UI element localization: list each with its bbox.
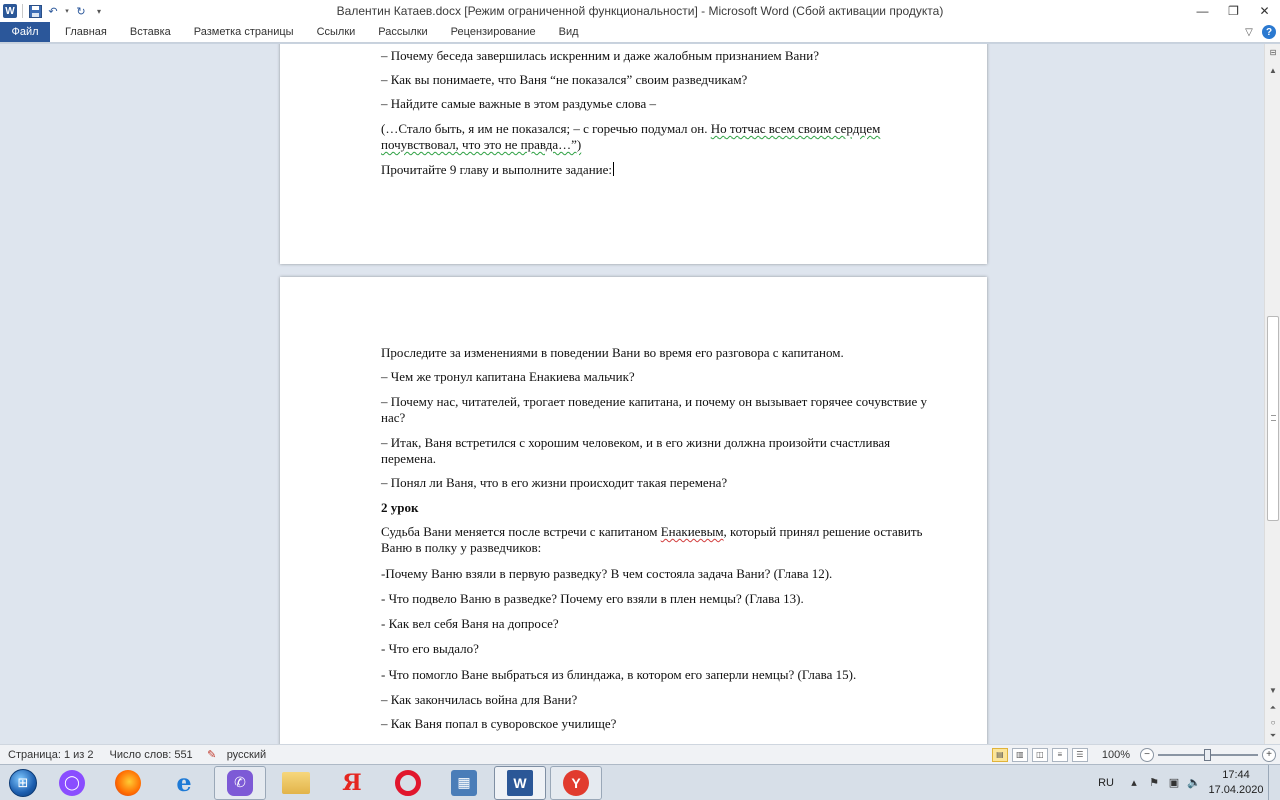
thumb-grip — [1271, 415, 1276, 421]
taskbar-app[interactable] — [438, 766, 490, 800]
spelling-flagged-word: Енакиевым — [660, 524, 724, 539]
network-icon[interactable]: ▣ — [1168, 777, 1180, 789]
taskbar-app[interactable] — [550, 766, 602, 800]
paragraph: – Найдите самые важные в этом раздумье слова – — [381, 96, 656, 111]
word-app-icon[interactable]: W — [2, 3, 18, 19]
ribbon-tabs — [50, 22, 595, 42]
start-button[interactable] — [0, 765, 46, 800]
text-cursor — [613, 162, 614, 176]
taskbar — [0, 764, 1280, 800]
taskbar-app[interactable] — [102, 766, 154, 800]
windows-logo-icon: ⊞ — [9, 769, 37, 797]
paragraph: - Что помогло Ване выбраться из блиндажа, в котором его заперли немцы? (Глава 15). — [381, 667, 857, 682]
document-language[interactable]: русский — [226, 748, 267, 761]
view-ruler-icon[interactable]: ⊟ — [1269, 47, 1277, 57]
paragraph — [381, 162, 941, 178]
alice-icon: ◯ — [59, 770, 85, 796]
undo-dropdown-icon[interactable]: ▾ — [65, 8, 69, 15]
paragraph: – Почему нас, читателей, трогает поведение капитана, и почему он вызывает горячее сочувствие у нас? — [381, 394, 927, 425]
scrollbar-thumb[interactable] — [1267, 316, 1279, 521]
web-layout-icon[interactable]: ◫ — [1032, 748, 1048, 762]
taskbar-app[interactable] — [382, 766, 434, 800]
clock-time: 17:44 — [1222, 768, 1250, 781]
document-page[interactable] — [280, 277, 987, 744]
paragraph-text: Судьба Вани меняется после встречи с капитаном — [381, 524, 661, 539]
grammar-flagged-text: Но тотчас всем своим сердцем почувствовал, что это не правда…”) — [381, 121, 881, 152]
taskbar-app[interactable] — [326, 766, 378, 800]
proofing-errors-icon[interactable]: ✎ — [207, 749, 217, 761]
expand-ribbon-icon[interactable]: ▽ — [1245, 26, 1253, 38]
tab-review[interactable]: Рецензирование — [450, 25, 536, 38]
firefox-icon — [115, 770, 141, 796]
zoom-level[interactable]: 100% — [1101, 748, 1130, 761]
word-icon: W — [507, 770, 533, 796]
ribbon-right-controls — [1242, 22, 1280, 42]
undo-icon[interactable]: ↶ — [48, 5, 58, 18]
clock-date: 17.04.2020 — [1208, 783, 1264, 796]
tab-insert[interactable]: Вставка — [129, 25, 171, 38]
zoom-slider-knob[interactable] — [1204, 749, 1211, 761]
paragraph: - Что подвело Ваню в разведке? Почему его взяли в плен немцы? (Глава 13). — [381, 591, 804, 606]
scroll-down-icon[interactable]: ▼ — [1269, 685, 1277, 695]
customize-qat-icon[interactable]: ▾ — [96, 6, 101, 16]
file-explorer-icon — [282, 772, 310, 794]
minimize-icon[interactable]: — — [1196, 4, 1209, 18]
paragraph: - Как вел себя Ваня на допросе? — [381, 616, 559, 631]
show-desktop-button[interactable] — [1268, 765, 1280, 800]
paragraph: - Что его выдало? — [381, 641, 479, 656]
draft-view-icon[interactable]: ☰ — [1072, 748, 1088, 762]
zoom-slider[interactable] — [1158, 748, 1258, 762]
paragraph-text: Прочитайте 9 главу и выполните задание: — [381, 162, 612, 177]
taskbar-app[interactable] — [46, 766, 98, 800]
opera-icon — [395, 770, 421, 796]
quick-access-toolbar — [0, 0, 107, 22]
yandex-icon: Я — [342, 769, 362, 796]
word-count[interactable]: Число слов: 551 — [109, 748, 193, 761]
paragraph: Проследите за изменениями в поведении Вани во время его разговора с капитаном. — [381, 345, 844, 360]
paragraph: – Чем же тронул капитана Енакиева мальчик? — [381, 369, 635, 384]
show-hidden-icons-icon[interactable]: ▴ — [1131, 777, 1137, 789]
paragraph — [381, 121, 941, 153]
restore-icon[interactable]: ❐ — [1228, 4, 1239, 18]
outline-view-icon[interactable]: ≡ — [1052, 748, 1068, 762]
title-bar — [0, 0, 1280, 22]
view-zoom-controls — [992, 748, 1280, 762]
tab-references[interactable]: Ссылки — [316, 25, 356, 38]
tab-view[interactable]: Вид — [558, 25, 579, 38]
taskbar-app[interactable] — [158, 766, 210, 800]
print-layout-icon[interactable]: ▤ — [992, 748, 1008, 762]
qat-divider — [22, 4, 23, 18]
taskbar-app[interactable] — [214, 766, 266, 800]
paragraph: – Как закончилась война для Вани? — [381, 692, 578, 707]
window-controls — [1187, 0, 1280, 22]
yandex-browser-icon: Y — [563, 770, 589, 796]
viber-icon: ✆ — [227, 770, 253, 796]
tab-mailings[interactable]: Рассылки — [378, 25, 428, 38]
paragraph — [381, 524, 941, 556]
zoom-in-icon[interactable]: + — [1262, 748, 1276, 762]
action-center-flag-icon[interactable]: ⚑ — [1149, 777, 1159, 789]
next-page-icon[interactable]: ⏷ — [1269, 731, 1277, 740]
window-title: Валентин Катаев.docx [Режим ограниченной функциональности] - Microsoft Word (Сбой активации продукта) — [336, 4, 944, 18]
select-browse-object-icon[interactable]: ○ — [1270, 717, 1276, 727]
previous-page-icon[interactable]: ⏶ — [1269, 703, 1277, 712]
document-page[interactable] — [280, 44, 987, 264]
volume-icon[interactable]: 🔈 — [1187, 777, 1201, 789]
paragraph: -Почему Ваню взяли в первую разведку? В чем состояла задача Вани? (Глава 12). — [381, 566, 833, 581]
document-area[interactable] — [0, 44, 1264, 744]
paragraph: – Как вы понимаете, что Ваня “не показался” своим разведчикам? — [381, 72, 748, 87]
ribbon-tab-bar — [0, 22, 1280, 43]
quote-text: (…Стало быть, я им не показался; – с горечью подумал он. — [381, 121, 708, 136]
tab-home[interactable]: Главная — [65, 25, 107, 38]
taskbar-app[interactable] — [494, 766, 546, 800]
scroll-up-icon[interactable]: ▲ — [1269, 65, 1277, 75]
save-icon[interactable] — [27, 3, 43, 19]
internet-explorer-icon: e — [176, 768, 192, 797]
page-count[interactable]: Страница: 1 из 2 — [8, 748, 94, 761]
vertical-scrollbar[interactable] — [1264, 44, 1280, 744]
control-panel-icon: ▦ — [451, 770, 477, 796]
system-tray — [1088, 765, 1280, 800]
zoom-out-icon[interactable]: − — [1140, 748, 1154, 762]
paragraph: – Как Ваня попал в суворовское училище? — [381, 716, 617, 731]
tab-page-layout[interactable]: Разметка страницы — [193, 25, 294, 38]
input-language[interactable]: RU — [1098, 776, 1114, 789]
lesson-heading: 2 урок — [381, 500, 419, 515]
status-bar — [0, 744, 1280, 764]
paragraph: – Почему беседа завершилась искренним и даже жалобным признанием Вани? — [381, 48, 819, 63]
clock[interactable] — [1204, 768, 1264, 798]
paragraph: – Понял ли Ваня, что в его жизни происходит такая перемена? — [381, 475, 728, 490]
tab-file[interactable]: Файл — [0, 22, 50, 42]
close-icon[interactable]: ✕ — [1259, 4, 1270, 18]
help-icon[interactable]: ? — [1262, 25, 1276, 39]
redo-icon[interactable]: ↻ — [76, 5, 86, 18]
paragraph: – Итак, Ваня встретился с хорошим человеком, и в его жизни должна произойти счастливая перемена. — [381, 435, 891, 466]
taskbar-app[interactable] — [270, 766, 322, 800]
paragraph-text: , который принял решение оставить Ваню в полку у разведчиков: — [381, 524, 923, 555]
full-screen-reading-icon[interactable]: ▥ — [1012, 748, 1028, 762]
